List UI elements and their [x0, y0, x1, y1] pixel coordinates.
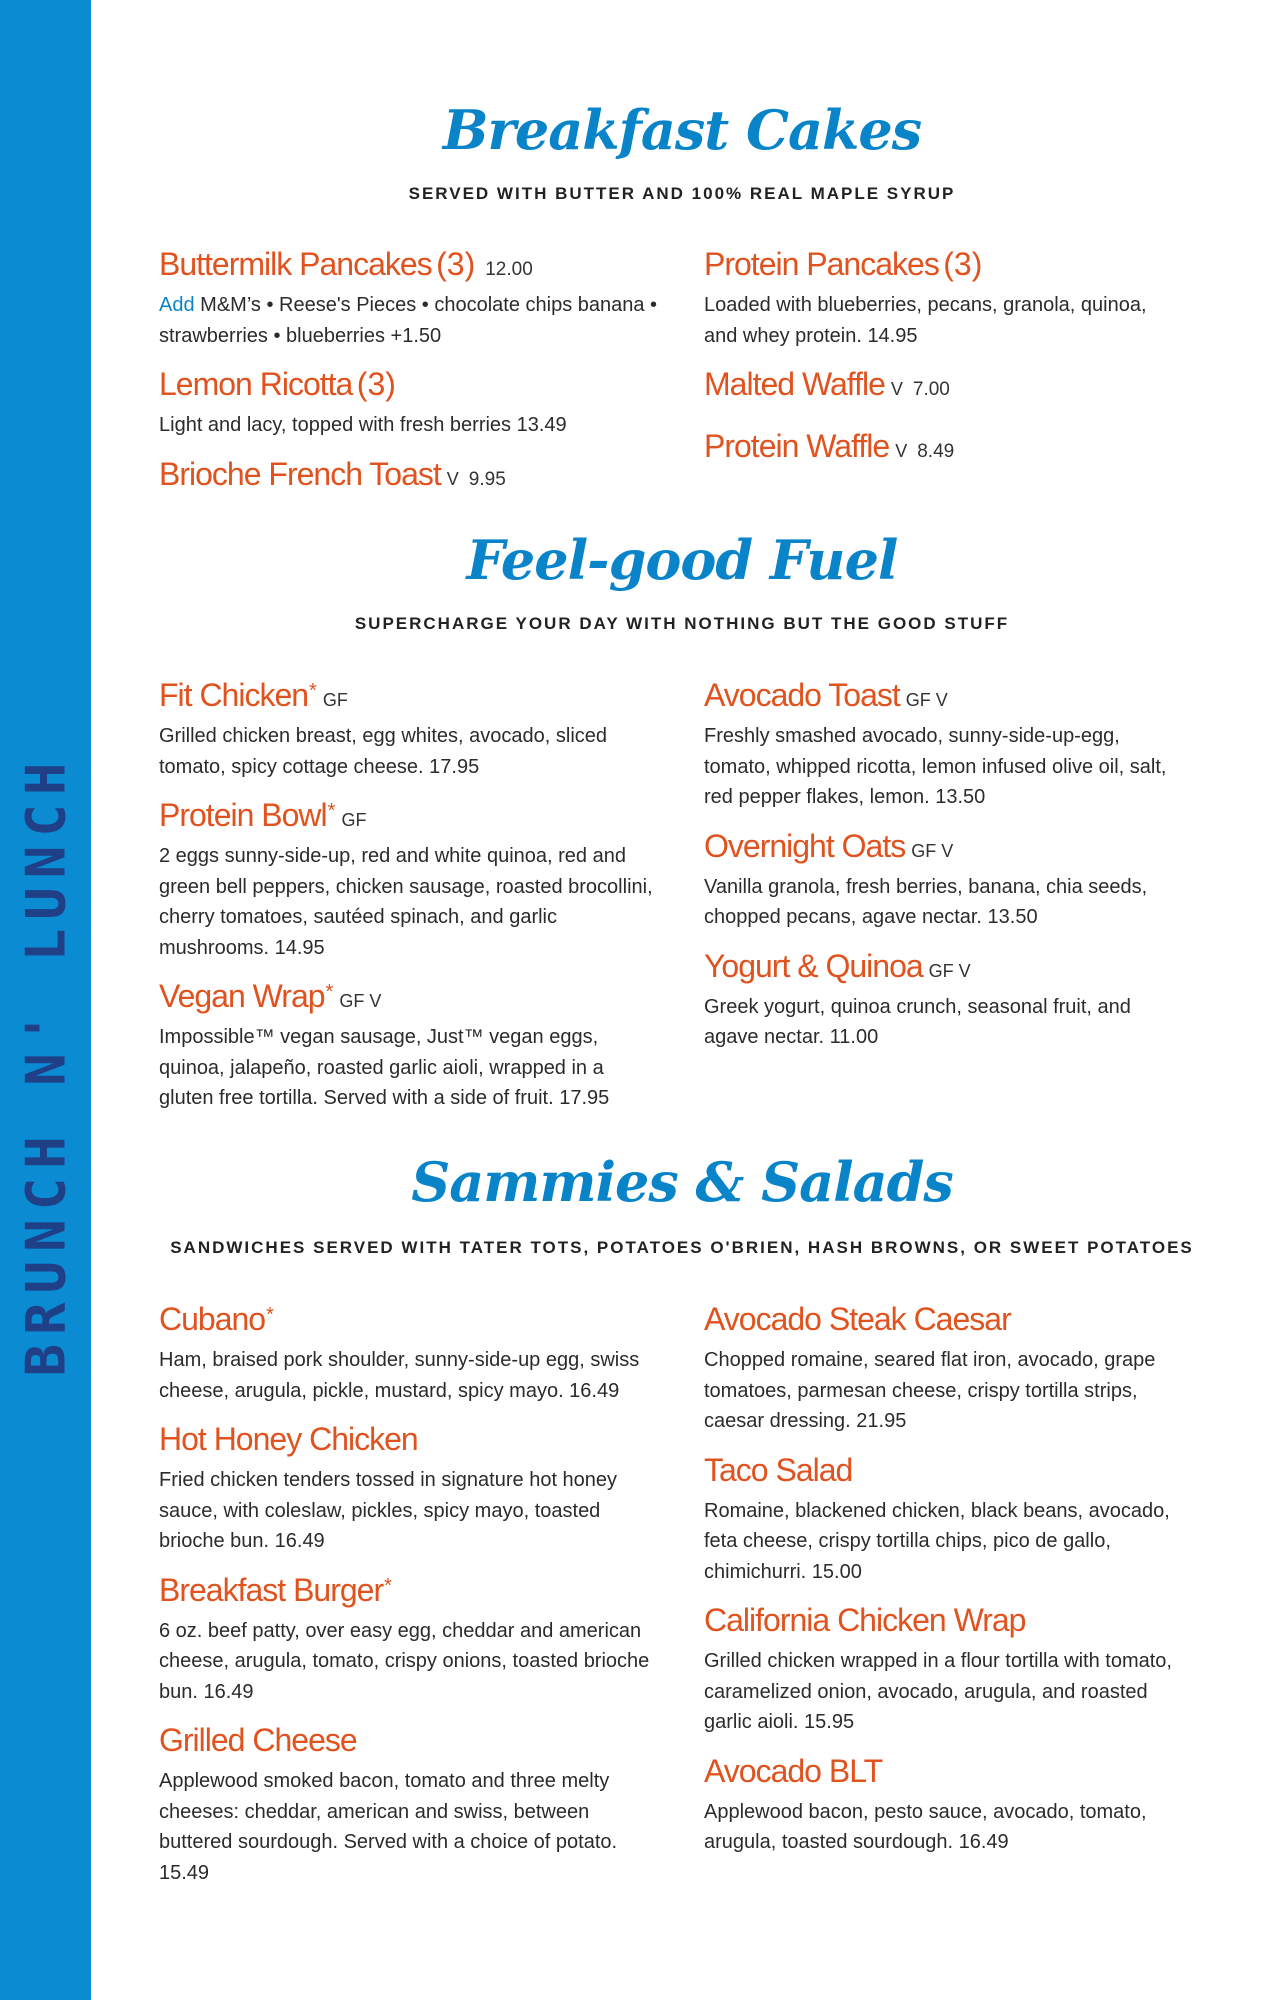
menu-item-name: Lemon Ricotta [159, 366, 353, 402]
menu-item-name: Cubano [159, 1301, 266, 1337]
menu-item-count: (3) [356, 366, 396, 402]
menu-item [159, 245, 659, 351]
menu-item-name: Protein Pancakes [704, 246, 939, 282]
menu-item-description [704, 992, 1184, 1053]
menu-item-count: (3) [943, 246, 983, 282]
menu-item-name: Taco Salad [704, 1451, 853, 1488]
menu-item-description [159, 1616, 659, 1708]
description-text: Ham, braised pork shoulder, sunny-side-up egg, swiss cheese, arugula, pickle, mustard, spicy mayo. 16.49 [159, 1349, 640, 1402]
menu-item-price: 12.00 [485, 259, 533, 280]
description-text: 2 eggs sunny-side-up, red and white quinoa, red and green bell peppers, chicken sausage, roasted brocollini, cherry tomatoes, sautéed spinach, and garlic mushrooms. 14.95 [159, 845, 653, 959]
asterisk-mark: * [384, 1574, 392, 1597]
description-text: 6 oz. beef patty, over easy egg, cheddar and american cheese, arugula, tomato, crispy onions, toasted brioche bun. 16.49 [159, 1619, 650, 1703]
asterisk-mark: * [327, 800, 336, 822]
menu-item-name: Avocado Steak Caesar [704, 1301, 1011, 1337]
menu-item-description [159, 721, 659, 782]
menu-item [704, 1300, 1184, 1437]
menu-item-description [159, 410, 659, 441]
section-title-breakfast-cakes: Breakfast Cakes [442, 98, 922, 162]
menu-item [159, 1300, 659, 1406]
sammies-right-column [704, 1300, 1184, 1872]
breakfast-left-column [159, 245, 659, 517]
menu-item-header [704, 1601, 1184, 1646]
menu-item-header [704, 245, 1184, 290]
feel-good-left-column [159, 676, 659, 1128]
description-text: Romaine, blackened chicken, black beans, avocado, feta cheese, crispy tortilla chips, pico de gallo, chimichurri. 15.00 [704, 1499, 1170, 1583]
menu-item [704, 827, 1184, 933]
menu-item-name: Protein Bowl [159, 797, 327, 833]
menu-item-name: Brioche French Toast [159, 455, 441, 492]
section-title-sammies-salads: Sammies & Salads [411, 1150, 953, 1214]
menu-item-description [704, 1496, 1184, 1588]
sidebar-label: BRUNCH N' LUNCH [14, 753, 78, 1377]
menu-item-header [704, 827, 1184, 872]
menu-item-header [159, 796, 659, 841]
menu-item-name: Protein Waffle [704, 428, 890, 464]
menu-item-description [159, 1022, 659, 1114]
menu-item-header [704, 676, 1184, 721]
menu-item-description [704, 872, 1184, 933]
menu-item-header [704, 947, 1184, 992]
menu-item-name: Breakfast Burger [159, 1571, 384, 1608]
menu-item-name: Yogurt & Quinoa [704, 947, 923, 984]
menu-item [704, 245, 1184, 351]
dietary-tags: GF V [928, 960, 971, 981]
dietary-tags: GF [341, 810, 367, 830]
menu-item-header [704, 427, 1184, 472]
menu-item [704, 427, 1184, 472]
description-text: Light and lacy, topped with fresh berries 13.49 [159, 414, 567, 436]
menu-item [159, 455, 659, 500]
section-subtitle-feel-good-fuel: SUPERCHARGE YOUR DAY WITH NOTHING BUT THE GOOD STUFF [354, 614, 1010, 633]
menu-item [159, 796, 659, 963]
menu-item-description [159, 1465, 659, 1557]
dietary-tags: GF V [905, 690, 948, 710]
description-text: Fried chicken tenders tossed in signature hot honey sauce, with coleslaw, pickles, spicy mayo, toasted brioche bun. 16.49 [159, 1469, 618, 1552]
description-text: Freshly smashed avocado, sunny-side-up-egg, tomato, whipped ricotta, lemon infused olive oil, salt, red pepper flakes, lemon. 13.50 [704, 725, 1167, 808]
menu-item-price: 8.49 [917, 441, 955, 462]
dietary-tags: GF [322, 690, 348, 710]
menu-item-name: Grilled Cheese [159, 1722, 357, 1758]
description-text: Impossible™ vegan sausage, Just™ vegan eggs, quinoa, jalapeño, roasted garlic aioli, wrapped in a gluten free tortilla. Served with a side of fruit. 17.95 [159, 1026, 610, 1109]
menu-item-description [159, 1345, 659, 1406]
menu-item-description [704, 290, 1184, 351]
description-text: Applewood smoked bacon, tomato and three melty cheeses: cheddar, american and swiss, between buttered sourdough. Served with a choice of potato. 15.49 [159, 1770, 618, 1884]
add-label: Add [159, 294, 195, 316]
menu-item-header [159, 676, 659, 721]
asterisk-mark: * [325, 981, 334, 1003]
menu-item [159, 977, 659, 1114]
menu-item-description [159, 1766, 659, 1888]
menu-item-description [159, 841, 659, 963]
menu-item-name: Malted Waffle [704, 366, 885, 402]
menu-item-price: 7.00 [912, 379, 950, 400]
menu-item-name: Avocado BLT [704, 1752, 883, 1789]
menu-item [704, 365, 1184, 410]
sammies-left-column [159, 1300, 659, 1902]
menu-item-description [704, 1345, 1184, 1437]
menu-item-name: Vegan Wrap [159, 978, 325, 1014]
menu-item-price: 9.95 [468, 468, 506, 490]
menu-item-description [704, 1646, 1184, 1738]
menu-item-name: California Chicken Wrap [704, 1602, 1026, 1638]
feel-good-right-column [704, 676, 1184, 1067]
menu-item-header [159, 1571, 659, 1616]
menu-item [159, 365, 659, 441]
menu-item [704, 1451, 1184, 1588]
dietary-tags: V [895, 441, 908, 461]
dietary-tags: V [446, 468, 459, 489]
description-text: M&M’s • Reese's Pieces • chocolate chips banana • strawberries • blueberries +1.50 [159, 294, 658, 347]
menu-item [704, 1752, 1184, 1858]
menu-item-header [704, 1451, 1184, 1496]
menu-item-header [159, 1300, 659, 1345]
menu-item-name: Fit Chicken [159, 677, 309, 713]
asterisk-mark: * [309, 680, 317, 702]
dietary-tags: GF V [339, 991, 382, 1011]
breakfast-right-column [704, 245, 1184, 489]
asterisk-mark: * [266, 1304, 274, 1326]
menu-item [159, 1571, 659, 1708]
menu-item-name: Overnight Oats [704, 827, 906, 864]
dietary-tags: V [890, 379, 903, 399]
description-text: Vanilla granola, fresh berries, banana, chia seeds, chopped pecans, agave nectar. 13.50 [704, 875, 1148, 928]
menu-item-description [159, 290, 659, 351]
dietary-tags: GF V [911, 840, 954, 861]
section-title-feel-good-fuel: Feel-good Fuel [466, 528, 898, 592]
menu-item-name: Avocado Toast [704, 677, 900, 713]
description-text: Greek yogurt, quinoa crunch, seasonal fruit, and agave nectar. 11.00 [704, 995, 1131, 1048]
menu-item [704, 947, 1184, 1053]
menu-item [159, 1420, 659, 1557]
menu-item-header [159, 365, 659, 410]
menu-item [704, 1601, 1184, 1738]
description-text: Applewood bacon, pesto sauce, avocado, tomato, arugula, toasted sourdough. 16.49 [704, 1800, 1147, 1853]
menu-item-name: Buttermilk Pancakes [159, 246, 432, 282]
section-subtitle-sammies-salads: SANDWICHES SERVED WITH TATER TOTS, POTATOES O'BRIEN, HASH BROWNS, OR SWEET POTATOES [170, 1238, 1194, 1257]
section-subtitle-breakfast-cakes: SERVED WITH BUTTER AND 100% REAL MAPLE SYRUP [408, 184, 956, 203]
menu-item [159, 1721, 659, 1888]
sidebar [0, 0, 91, 2000]
description-text: Grilled chicken breast, egg whites, avocado, sliced tomato, spicy cottage cheese. 17.95 [159, 725, 608, 778]
menu-item [159, 676, 659, 782]
description-text: Chopped romaine, seared flat iron, avocado, grape tomatoes, parmesan cheese, crispy tortilla strips, caesar dressing. 21.95 [704, 1349, 1156, 1432]
menu-item-header [159, 245, 659, 290]
menu-item-count: (3) [436, 246, 476, 282]
menu-item-header [159, 1420, 659, 1465]
menu-item-description [704, 721, 1184, 813]
menu-item-header [704, 365, 1184, 410]
menu-item-description [704, 1797, 1184, 1858]
menu-item-header [159, 455, 659, 500]
description-text: Loaded with blueberries, pecans, granola, quinoa, and whey protein. 14.95 [704, 294, 1147, 347]
description-text: Grilled chicken wrapped in a flour tortilla with tomato, caramelized onion, avocado, arugula, and roasted garlic aioli. 15.95 [704, 1650, 1172, 1733]
menu-item [704, 676, 1184, 813]
menu-item-header [159, 977, 659, 1022]
menu-item-header [704, 1300, 1184, 1345]
menu-item-header [704, 1752, 1184, 1797]
menu-item-name: Hot Honey Chicken [159, 1421, 418, 1457]
menu-item-header [159, 1721, 659, 1766]
